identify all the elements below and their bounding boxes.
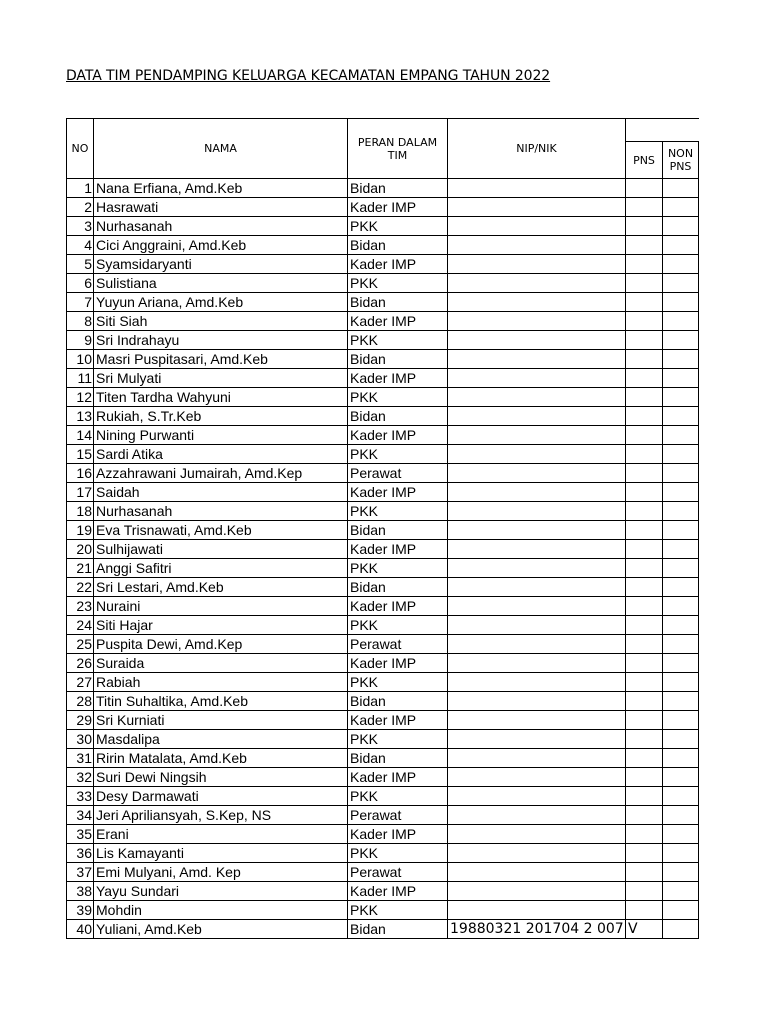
row-nip [448,901,626,920]
row-nip [448,578,626,597]
row-nip [448,407,626,426]
table-row [67,540,699,559]
row-pns [626,217,663,236]
row-role: Kader IMP [348,825,448,844]
row-number: 22 [67,578,94,597]
row-role: PKK [348,844,448,863]
row-number: 31 [67,749,94,768]
row-name: Rabiah [94,673,348,692]
table-row [67,388,699,407]
table-row [67,502,699,521]
row-non-pns [663,920,699,939]
row-name: Suri Dewi Ningsih [94,768,348,787]
row-nip [448,369,626,388]
table-row [67,331,699,350]
row-role: Bidan [348,920,448,939]
row-pns [626,882,663,901]
row-pns [626,673,663,692]
row-nip [448,711,626,730]
row-role: Kader IMP [348,369,448,388]
row-number: 10 [67,350,94,369]
table-row [67,749,699,768]
row-nip [448,464,626,483]
row-number: 9 [67,331,94,350]
row-non-pns [663,293,699,312]
row-non-pns [663,616,699,635]
row-pns [626,445,663,464]
row-nip [448,749,626,768]
row-name: Nining Purwanti [94,426,348,445]
row-nip [448,445,626,464]
table-row [67,217,699,236]
row-nip [448,787,626,806]
row-name: Yuliani, Amd.Keb [94,920,348,939]
row-pns [626,692,663,711]
row-pns [626,540,663,559]
row-name: Syamsidaryanti [94,255,348,274]
row-name: Sardi Atika [94,445,348,464]
row-role: PKK [348,388,448,407]
row-non-pns [663,521,699,540]
row-nip [448,863,626,882]
row-number: 21 [67,559,94,578]
table-row [67,464,699,483]
row-non-pns [663,388,699,407]
row-pns [626,255,663,274]
row-nip [448,388,626,407]
row-non-pns [663,673,699,692]
row-number: 14 [67,426,94,445]
row-name: Anggi Safitri [94,559,348,578]
table-row [67,426,699,445]
row-name: Nurhasanah [94,502,348,521]
row-non-pns [663,730,699,749]
row-role: Bidan [348,236,448,255]
row-pns [626,749,663,768]
row-non-pns [663,331,699,350]
row-nip [448,540,626,559]
table-row [67,673,699,692]
row-non-pns [663,768,699,787]
row-non-pns [663,274,699,293]
row-nip [448,825,626,844]
row-name: Nuraini [94,597,348,616]
row-name: Saidah [94,483,348,502]
row-non-pns [663,654,699,673]
row-name: Masdalipa [94,730,348,749]
row-name: Mohdin [94,901,348,920]
table-row [67,445,699,464]
table-row [67,692,699,711]
row-number: 30 [67,730,94,749]
table-row [67,730,699,749]
table-row [67,350,699,369]
row-pns [626,179,663,198]
row-non-pns [663,806,699,825]
row-pns [626,293,663,312]
row-pns [626,635,663,654]
row-role: Kader IMP [348,255,448,274]
table-row [67,236,699,255]
row-number: 1 [67,179,94,198]
document-title: DATA TIM PENDAMPING KELUARGA KECAMATAN EMPANG TAHUN 2022 [66,68,551,84]
row-pns [626,578,663,597]
row-non-pns [663,255,699,274]
row-name: Titin Suhaltika, Amd.Keb [94,692,348,711]
row-pns [626,464,663,483]
row-role: Kader IMP [348,312,448,331]
row-role: PKK [348,331,448,350]
table-row [67,578,699,597]
row-number: 25 [67,635,94,654]
table-row [67,312,699,331]
row-pns [626,863,663,882]
row-number: 6 [67,274,94,293]
row-role: Kader IMP [348,711,448,730]
row-pns [626,787,663,806]
row-non-pns [663,711,699,730]
row-name: Jeri Apriliansyah, S.Kep, NS [94,806,348,825]
row-nip [448,179,626,198]
table-row [67,616,699,635]
row-nip [448,502,626,521]
table-row [67,369,699,388]
row-number: 16 [67,464,94,483]
row-pns [626,350,663,369]
row-nip [448,426,626,445]
row-name: Sri Indrahayu [94,331,348,350]
row-number: 29 [67,711,94,730]
row-pns [626,844,663,863]
table-row [67,179,699,198]
row-non-pns [663,578,699,597]
table-row [67,654,699,673]
row-name: Yuyun Ariana, Amd.Keb [94,293,348,312]
row-role: PKK [348,901,448,920]
row-name: Desy Darmawati [94,787,348,806]
row-role: PKK [348,445,448,464]
row-number: 40 [67,920,94,939]
table-row [67,711,699,730]
row-role: PKK [348,274,448,293]
row-role: Bidan [348,578,448,597]
table-row [67,920,699,939]
row-non-pns [663,749,699,768]
row-pns [626,901,663,920]
row-name: Rukiah, S.Tr.Keb [94,407,348,426]
row-non-pns [663,825,699,844]
row-number: 34 [67,806,94,825]
row-role: Kader IMP [348,426,448,445]
row-pns [626,806,663,825]
row-role: Kader IMP [348,540,448,559]
row-role: Bidan [348,749,448,768]
row-non-pns [663,844,699,863]
row-number: 28 [67,692,94,711]
row-role: PKK [348,559,448,578]
row-name: Sri Lestari, Amd.Keb [94,578,348,597]
row-non-pns [663,559,699,578]
row-role: Kader IMP [348,654,448,673]
row-nip [448,255,626,274]
table-row [67,198,699,217]
header-status-group [626,119,699,142]
row-role: Perawat [348,806,448,825]
row-nip [448,597,626,616]
table-row [67,559,699,578]
row-number: 32 [67,768,94,787]
row-non-pns [663,464,699,483]
table-row [67,882,699,901]
row-role: Kader IMP [348,597,448,616]
row-name: Suraida [94,654,348,673]
row-role: Bidan [348,350,448,369]
row-name: Siti Hajar [94,616,348,635]
row-nip [448,673,626,692]
row-name: Titen Tardha Wahyuni [94,388,348,407]
table-row [67,255,699,274]
row-pns [626,730,663,749]
row-pns [626,236,663,255]
row-nip [448,350,626,369]
row-role: Kader IMP [348,483,448,502]
row-pns [626,616,663,635]
header-non-pns: NON PNS [663,142,699,179]
row-non-pns [663,882,699,901]
row-name: Sulhijawati [94,540,348,559]
row-non-pns [663,312,699,331]
row-nip [448,844,626,863]
row-name: Cici Anggraini, Amd.Keb [94,236,348,255]
row-role: Perawat [348,464,448,483]
row-role: Perawat [348,635,448,654]
table-row [67,483,699,502]
row-pns [626,597,663,616]
row-nip [448,806,626,825]
row-number: 17 [67,483,94,502]
row-nip [448,616,626,635]
row-nip [448,882,626,901]
row-nip [448,217,626,236]
row-non-pns [663,692,699,711]
row-nip: 19880321 201704 2 007 [448,920,626,939]
header-pns: PNS [626,142,663,179]
row-role: PKK [348,502,448,521]
header-no: NO [67,119,94,179]
table-row [67,768,699,787]
row-name: Sulistiana [94,274,348,293]
row-number: 39 [67,901,94,920]
row-pns [626,521,663,540]
table-row [67,293,699,312]
table-row [67,901,699,920]
row-number: 2 [67,198,94,217]
row-nip [448,312,626,331]
team-table [66,118,699,939]
row-number: 5 [67,255,94,274]
row-role: Perawat [348,863,448,882]
row-number: 4 [67,236,94,255]
row-role: PKK [348,673,448,692]
row-name: Emi Mulyani, Amd. Kep [94,863,348,882]
row-nip [448,768,626,787]
row-pns [626,825,663,844]
row-role: PKK [348,616,448,635]
row-nip [448,198,626,217]
row-name: Nurhasanah [94,217,348,236]
row-name: Hasrawati [94,198,348,217]
row-nip [448,293,626,312]
row-number: 37 [67,863,94,882]
row-pns: V [626,920,663,939]
row-role: PKK [348,217,448,236]
row-non-pns [663,863,699,882]
row-pns [626,274,663,293]
row-name: Ririn Matalata, Amd.Keb [94,749,348,768]
row-pns [626,331,663,350]
table-row [67,825,699,844]
row-number: 3 [67,217,94,236]
row-name: Nana Erfiana, Amd.Keb [94,179,348,198]
row-role: Bidan [348,179,448,198]
row-non-pns [663,597,699,616]
row-name: Siti Siah [94,312,348,331]
row-non-pns [663,901,699,920]
row-pns [626,654,663,673]
row-role: PKK [348,730,448,749]
table-row [67,521,699,540]
row-name: Eva Trisnawati, Amd.Keb [94,521,348,540]
row-nip [448,483,626,502]
row-pns [626,426,663,445]
row-pns [626,407,663,426]
row-role: Bidan [348,407,448,426]
table-row [67,407,699,426]
header-nama: NAMA [94,119,348,179]
row-nip [448,236,626,255]
row-nip [448,692,626,711]
row-non-pns [663,787,699,806]
row-non-pns [663,483,699,502]
row-pns [626,711,663,730]
row-nip [448,654,626,673]
row-number: 27 [67,673,94,692]
table-row [67,274,699,293]
row-nip [448,274,626,293]
row-number: 36 [67,844,94,863]
row-number: 7 [67,293,94,312]
row-number: 12 [67,388,94,407]
row-number: 38 [67,882,94,901]
row-pns [626,198,663,217]
row-role: Bidan [348,293,448,312]
row-non-pns [663,198,699,217]
row-name: Azzahrawani Jumairah, Amd.Kep [94,464,348,483]
row-non-pns [663,369,699,388]
row-pns [626,768,663,787]
row-pns [626,312,663,331]
row-role: Kader IMP [348,882,448,901]
row-role: Bidan [348,521,448,540]
row-role: Kader IMP [348,768,448,787]
row-number: 11 [67,369,94,388]
row-number: 26 [67,654,94,673]
row-non-pns [663,635,699,654]
row-pns [626,502,663,521]
row-non-pns [663,407,699,426]
row-non-pns [663,236,699,255]
row-nip [448,635,626,654]
row-non-pns [663,502,699,521]
row-name: Lis Kamayanti [94,844,348,863]
table-row [67,635,699,654]
row-name: Yayu Sundari [94,882,348,901]
table-row [67,844,699,863]
row-number: 8 [67,312,94,331]
row-role: Bidan [348,692,448,711]
row-non-pns [663,350,699,369]
row-name: Masri Puspitasari, Amd.Keb [94,350,348,369]
row-name: Puspita Dewi, Amd.Kep [94,635,348,654]
row-pns [626,483,663,502]
row-nip [448,331,626,350]
row-name: Sri Mulyati [94,369,348,388]
row-non-pns [663,540,699,559]
row-number: 18 [67,502,94,521]
row-pns [626,559,663,578]
table-row [67,597,699,616]
row-nip [448,559,626,578]
row-nip [448,521,626,540]
row-number: 35 [67,825,94,844]
row-number: 15 [67,445,94,464]
table-row [67,863,699,882]
row-role: PKK [348,787,448,806]
row-role: Kader IMP [348,198,448,217]
row-number: 20 [67,540,94,559]
row-name: Erani [94,825,348,844]
row-number: 33 [67,787,94,806]
row-number: 24 [67,616,94,635]
table-row [67,806,699,825]
row-pns [626,369,663,388]
row-nip [448,730,626,749]
row-number: 19 [67,521,94,540]
row-name: Sri Kurniati [94,711,348,730]
table-row [67,787,699,806]
row-non-pns [663,445,699,464]
row-number: 23 [67,597,94,616]
header-nip: NIP/NIK [448,119,626,179]
row-non-pns [663,179,699,198]
row-non-pns [663,426,699,445]
row-non-pns [663,217,699,236]
row-number: 13 [67,407,94,426]
row-pns [626,388,663,407]
header-peran: PERAN DALAM TIM [348,119,448,179]
